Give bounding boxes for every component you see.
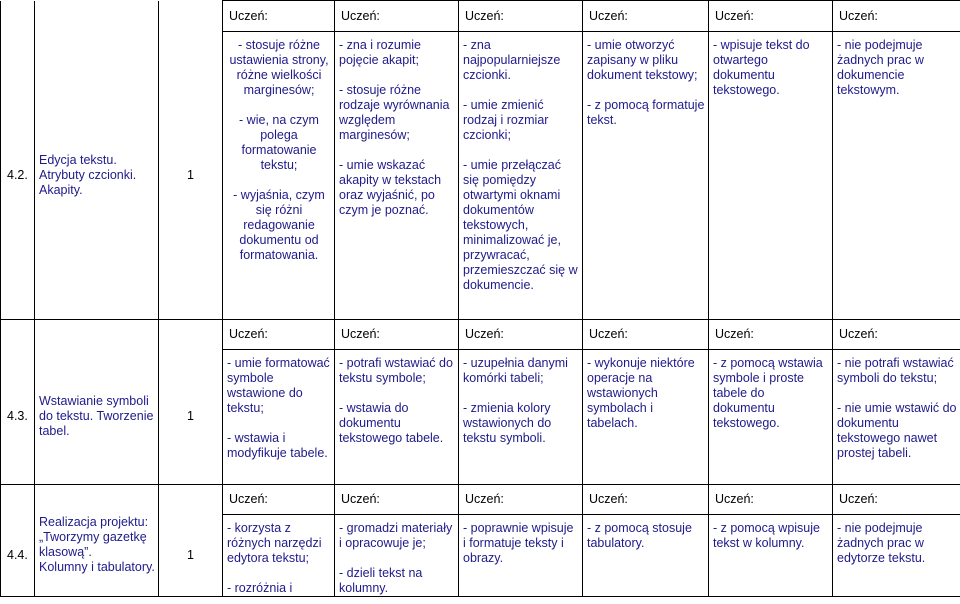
requirement-item: - wie, na czym polega formatowanie tekstu; xyxy=(239,113,319,172)
requirement-item: - umie wskazać akapity w tekstach oraz wyjaśnić, po czym je poznać. xyxy=(339,158,442,217)
requirement-item: - nie umie wstawić do dokumentu tekstowego nawet prostej tabeli. xyxy=(837,401,957,460)
requirement-item: - zna najpopularniejsze czcionki. xyxy=(463,38,561,82)
grade-header: Uczeń: xyxy=(341,327,380,341)
requirement-item: - nie potrafi wstawiać symboli do tekstu; xyxy=(837,356,954,385)
requirement-item: - stosuje różne rodzaje wyrównania względem marginesów; xyxy=(339,83,450,142)
grade-header: Uczeń: xyxy=(715,492,754,506)
requirement-item: - z pomocą wpisuje tekst w kolumny. xyxy=(713,521,820,550)
requirement-item: - korzysta z różnych narzędzi edytora tekstu; xyxy=(227,521,322,565)
requirement-item: - umie formatować symbole wstawione do tekstu; xyxy=(227,356,330,415)
row-number: 4.4. xyxy=(7,547,28,562)
grade-header: Uczeń: xyxy=(465,492,504,506)
table-row-header xyxy=(1,485,960,515)
requirement-item: - nie podejmuje żadnych prac w edytorze tekstu. xyxy=(837,521,926,565)
requirement-item: - zmienia kolory wstawionych do tekstu symboli. xyxy=(463,401,552,445)
grade-header: Uczeń: xyxy=(341,8,380,23)
requirement-item: - umie przełączać się pomiędzy otwartymi oknami dokumentów tekstowych, minimalizować je, przywracać, przemieszczać się w dokumencie. xyxy=(463,158,578,292)
requirement-item: - z pomocą formatuje tekst. xyxy=(587,98,705,127)
topic-text: Kolumny i tabulatory. xyxy=(39,559,155,574)
grade-header: Uczeń: xyxy=(229,8,268,23)
requirement-item: - wstawia i modyfikuje tabele. xyxy=(227,431,328,460)
requirement-item: - wykonuje niektóre operacje na wstawionych symbolach i tabelach. xyxy=(587,356,695,430)
table-row xyxy=(1,350,960,485)
grade-header: Uczeń: xyxy=(589,492,628,506)
requirement-item: - nie podejmuje żadnych prac w dokumencie tekstowym. xyxy=(837,38,924,97)
table-row-header xyxy=(1,320,960,350)
grade-header: Uczeń: xyxy=(465,327,504,341)
topic-text: Edycja tekstu. xyxy=(39,152,117,167)
requirement-item: - umie zmienić rodzaj i rozmiar czcionki; xyxy=(463,98,549,142)
requirement-item: - stosuje różne ustawienia strony, różne wielkości marginesów; xyxy=(229,38,329,97)
grade-header: Uczeń: xyxy=(465,8,504,23)
topic-text: Realizacja projektu: „Tworzymy gazetkę klasową”. xyxy=(39,514,149,559)
row-number: 4.2. xyxy=(7,167,28,182)
requirement-item: - dzieli tekst na kolumny. xyxy=(339,566,423,595)
grade-header: Uczeń: xyxy=(589,8,628,23)
grade-header: Uczeń: xyxy=(229,492,268,506)
requirement-item: - zna i rozumie pojęcie akapit; xyxy=(339,38,421,67)
row-number: 4.3. xyxy=(7,409,28,424)
requirement-item: - gromadzi materiały i opracowuje je; xyxy=(339,521,453,550)
grade-header: Uczeń: xyxy=(839,492,878,506)
table-row xyxy=(1,515,960,597)
hours-count: 1 xyxy=(187,547,194,562)
table-row xyxy=(1,32,960,320)
topic-text: Wstawianie symboli do tekstu. Tworzenie tabel. xyxy=(39,394,154,439)
requirement-item: - potrafi wstawiać do tekstu symbole; xyxy=(339,356,453,385)
requirement-item: - wyjaśnia, czym się różni redagowanie dokumentu od formatowania. xyxy=(233,188,325,262)
grade-header: Uczeń: xyxy=(341,492,380,506)
topic-text: Atrybuty czcionki. xyxy=(39,167,137,182)
grade-header: Uczeń: xyxy=(839,8,878,23)
requirement-item: - poprawnie wpisuje i formatuje teksty i obrazy. xyxy=(463,521,574,565)
table-row-header xyxy=(1,1,960,32)
requirement-item: - umie otworzyć zapisany w pliku dokument tekstowy; xyxy=(587,38,698,82)
topic-text: Akapity. xyxy=(39,182,83,197)
grade-header: Uczeń: xyxy=(839,327,878,341)
hours-count: 1 xyxy=(187,409,194,424)
requirement-item: - z pomocą stosuje tabulatory. xyxy=(587,521,692,550)
hours-count: 1 xyxy=(187,167,194,182)
requirement-item: - wstawia do dokumentu tekstowego tabele. xyxy=(339,401,444,445)
grade-header: Uczeń: xyxy=(715,327,754,341)
grade-header: Uczeń: xyxy=(715,8,754,23)
requirement-item: - wpisuje tekst do otwartego dokumentu tekstowego. xyxy=(713,38,810,97)
requirement-item: - z pomocą wstawia symbole i proste tabele do dokumentu tekstowego. xyxy=(713,356,823,430)
grade-header: Uczeń: xyxy=(229,327,268,341)
requirement-item: - rozróżnia i xyxy=(227,581,293,595)
requirement-item: - uzupełnia danymi komórki tabeli; xyxy=(463,356,568,385)
grade-header: Uczeń: xyxy=(589,327,628,341)
